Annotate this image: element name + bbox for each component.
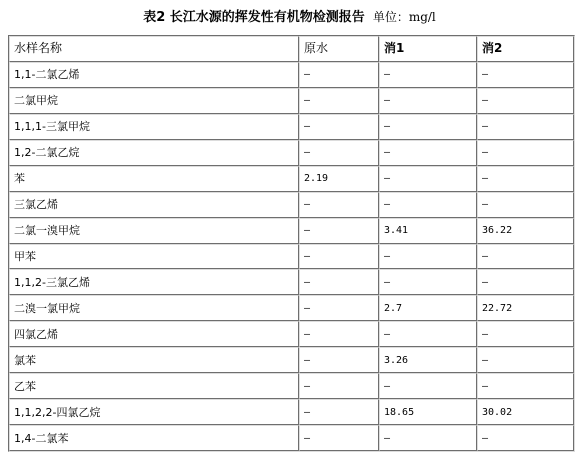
table-row	[9, 218, 574, 244]
unit-label: 单位：mg/l	[372, 10, 436, 24]
table-row	[9, 347, 574, 373]
compound-name: 1,1,2,2-四氯乙烷	[9, 399, 299, 425]
table-row	[9, 399, 574, 425]
raw-water-value: —	[299, 140, 379, 166]
disinfect-1-value: 3.41	[379, 218, 477, 244]
disinfect-2-value: —	[477, 192, 574, 218]
table-row	[9, 114, 574, 140]
table-row	[9, 269, 574, 295]
header-disinfect-2: 消2	[477, 36, 574, 62]
disinfect-2-value: —	[477, 166, 574, 192]
compound-name: 甲苯	[9, 244, 299, 270]
disinfect-2-value: 22.72	[477, 295, 574, 321]
raw-water-value: —	[299, 88, 379, 114]
raw-water-value: —	[299, 347, 379, 373]
compound-name: 1,2-二氯乙烷	[9, 140, 299, 166]
disinfect-1-value: —	[379, 269, 477, 295]
raw-water-value: —	[299, 373, 379, 399]
disinfect-1-value: —	[379, 425, 477, 451]
raw-water-value: —	[299, 321, 379, 347]
disinfect-1-value: —	[379, 321, 477, 347]
table-caption	[0, 8, 579, 27]
table-title: 表2 长江水源的挥发性有机物检测报告	[143, 10, 365, 25]
table-row	[9, 373, 574, 399]
raw-water-value: —	[299, 295, 379, 321]
disinfect-1-value: 3.26	[379, 347, 477, 373]
table-row	[9, 62, 574, 88]
disinfect-1-value: 2.7	[379, 295, 477, 321]
table-row	[9, 295, 574, 321]
compound-name: 1,1,2-三氯乙烯	[9, 269, 299, 295]
table-row	[9, 88, 574, 114]
raw-water-value: —	[299, 218, 379, 244]
compound-name: 二氯一溴甲烷	[9, 218, 299, 244]
compound-name: 氯苯	[9, 347, 299, 373]
compound-name: 1,1-二氯乙烯	[9, 62, 299, 88]
disinfect-1-value: —	[379, 88, 477, 114]
table-row	[9, 140, 574, 166]
raw-water-value: —	[299, 399, 379, 425]
raw-water-value: —	[299, 425, 379, 451]
disinfect-1-value: —	[379, 373, 477, 399]
disinfect-2-value: —	[477, 425, 574, 451]
disinfect-2-value: —	[477, 347, 574, 373]
disinfect-1-value: —	[379, 140, 477, 166]
disinfect-2-value: —	[477, 321, 574, 347]
raw-water-value: —	[299, 269, 379, 295]
disinfect-1-value: 18.65	[379, 399, 477, 425]
disinfect-2-value: —	[477, 269, 574, 295]
table-row	[9, 244, 574, 270]
table-row	[9, 192, 574, 218]
disinfect-1-value: —	[379, 192, 477, 218]
compound-name: 1,4-二氯苯	[9, 425, 299, 451]
compound-name: 乙苯	[9, 373, 299, 399]
compound-name: 二溴一氯甲烷	[9, 295, 299, 321]
header-disinfect-1: 消1	[379, 36, 477, 62]
raw-water-value: 2.19	[299, 166, 379, 192]
disinfect-2-value: —	[477, 88, 574, 114]
disinfect-2-value: —	[477, 114, 574, 140]
table-row	[9, 166, 574, 192]
compound-name: 苯	[9, 166, 299, 192]
table-row	[9, 425, 574, 451]
disinfect-1-value: —	[379, 62, 477, 88]
raw-water-value: —	[299, 192, 379, 218]
table-row	[9, 321, 574, 347]
header-raw-water: 原水	[299, 36, 379, 62]
compound-name: 1,1,1-三氯甲烷	[9, 114, 299, 140]
disinfect-2-value: —	[477, 140, 574, 166]
compound-name: 四氯乙烯	[9, 321, 299, 347]
header-sample-name: 水样名称	[9, 36, 299, 62]
raw-water-value: —	[299, 114, 379, 140]
disinfect-1-value: —	[379, 166, 477, 192]
table-header-row	[9, 36, 574, 62]
disinfect-2-value: 36.22	[477, 218, 574, 244]
disinfect-1-value: —	[379, 244, 477, 270]
disinfect-1-value: —	[379, 114, 477, 140]
disinfect-2-value: —	[477, 373, 574, 399]
disinfect-2-value: 30.02	[477, 399, 574, 425]
voc-results-table	[8, 35, 575, 452]
disinfect-2-value: —	[477, 62, 574, 88]
compound-name: 二氯甲烷	[9, 88, 299, 114]
disinfect-2-value: —	[477, 244, 574, 270]
raw-water-value: —	[299, 244, 379, 270]
raw-water-value: —	[299, 62, 379, 88]
compound-name: 三氯乙烯	[9, 192, 299, 218]
